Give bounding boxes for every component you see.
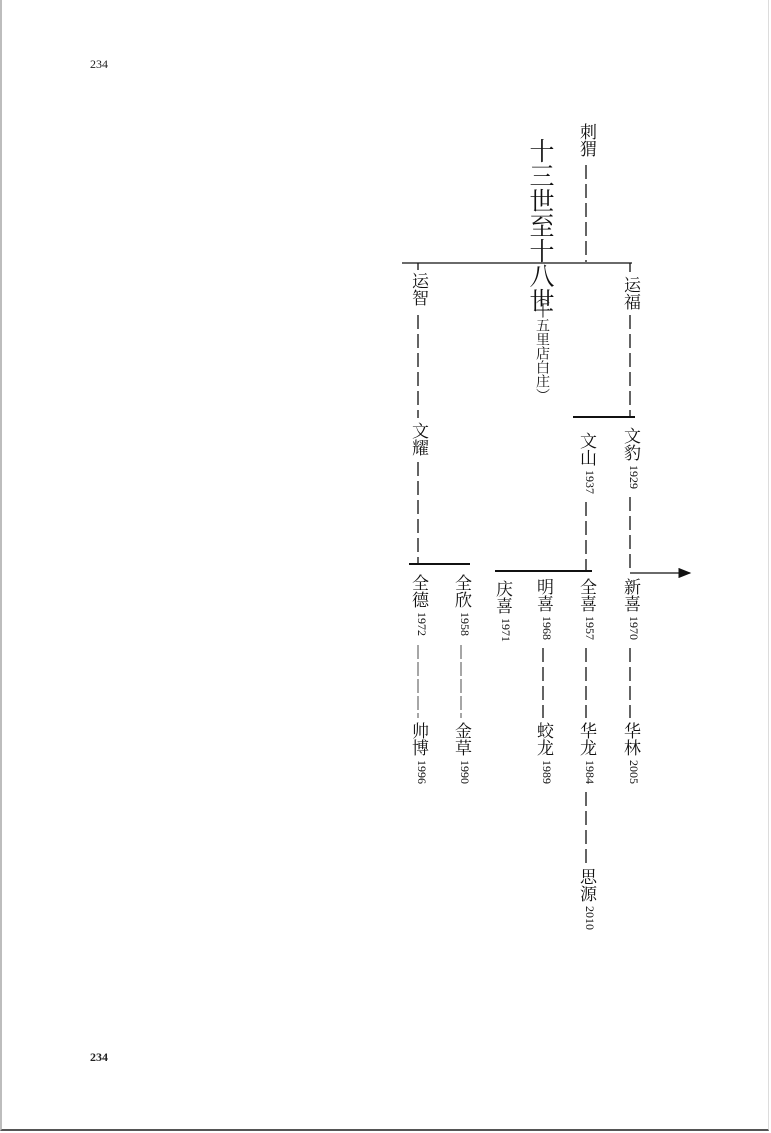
person-jincao: 金草1990 bbox=[451, 722, 472, 784]
person-ciwei: 刺猬 bbox=[576, 123, 596, 157]
person-quanxi: 全喜1957 bbox=[576, 578, 597, 640]
person-xinxi: 新喜1970 bbox=[620, 578, 641, 640]
person-wenshan: 文山1937 bbox=[576, 432, 597, 494]
person-mingxi: 明喜1968 bbox=[533, 578, 554, 640]
person-shuaibo: 帅博1996 bbox=[408, 722, 429, 784]
person-wenyao: 文耀 bbox=[408, 422, 428, 456]
page-number-bottom: 234 bbox=[90, 1050, 108, 1064]
person-qingxi: 庆喜1971 bbox=[492, 580, 513, 642]
person-quanxin: 全欣1958 bbox=[451, 574, 472, 636]
person-yunzhi: 运智 bbox=[408, 272, 428, 306]
person-siyuan: 思源2010 bbox=[576, 868, 597, 930]
person-hualin: 华林2005 bbox=[620, 722, 641, 784]
person-quande: 全德1972 bbox=[408, 574, 429, 636]
page-number-top: 234 bbox=[90, 57, 108, 71]
person-yunfu: 运福 bbox=[620, 276, 640, 310]
person-wenbao: 文豹1929 bbox=[620, 427, 641, 489]
page-title: 十三世至十八世 bbox=[526, 138, 555, 313]
person-hualong: 华龙1984 bbox=[576, 722, 597, 784]
person-jiaolong: 蛟龙1989 bbox=[533, 722, 554, 784]
page-subtitle: （十五里店白庄） bbox=[534, 290, 550, 402]
